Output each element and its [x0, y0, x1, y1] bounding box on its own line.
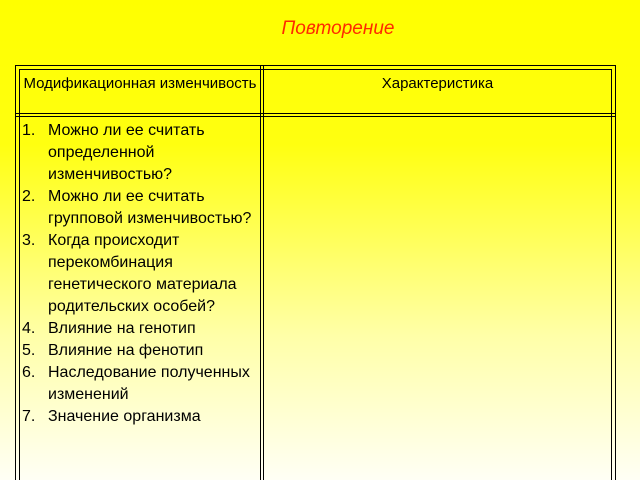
item-text: Можно ли ее считать групповой изменчивостью?	[48, 188, 252, 227]
item-number: 4.	[22, 320, 36, 337]
item-text: Можно ли ее считать определенной изменчивостью?	[48, 122, 205, 183]
list-item	[22, 340, 258, 362]
comparison-table	[15, 65, 616, 480]
header-modification-variability: Модификационная изменчивость	[23, 75, 257, 92]
item-number: 7.	[22, 408, 36, 425]
item-number: 2.	[22, 188, 36, 205]
item-text: Когда происходит перекомбинация генетического материала родительских особей?	[48, 232, 237, 315]
item-text: Влияние на фенотип	[48, 342, 204, 359]
list-item	[22, 362, 258, 406]
question-list	[22, 120, 258, 428]
list-item	[22, 230, 258, 318]
header-row-divider	[16, 113, 615, 117]
item-text: Значение организма	[48, 408, 201, 425]
list-item	[22, 120, 258, 186]
item-number: 3.	[22, 232, 36, 249]
column-divider	[260, 66, 264, 480]
item-number: 6.	[22, 364, 36, 381]
item-text: Влияние на генотип	[48, 320, 196, 337]
list-item	[22, 406, 258, 428]
list-item	[22, 186, 258, 230]
table-grid	[19, 69, 612, 480]
list-item	[22, 318, 258, 340]
item-number: 1.	[22, 122, 36, 139]
slide-title: Повторение	[281, 18, 395, 39]
item-number: 5.	[22, 342, 36, 359]
item-text: Наследование полученных изменений	[48, 364, 250, 403]
header-characteristic: Характеристика	[381, 75, 494, 92]
